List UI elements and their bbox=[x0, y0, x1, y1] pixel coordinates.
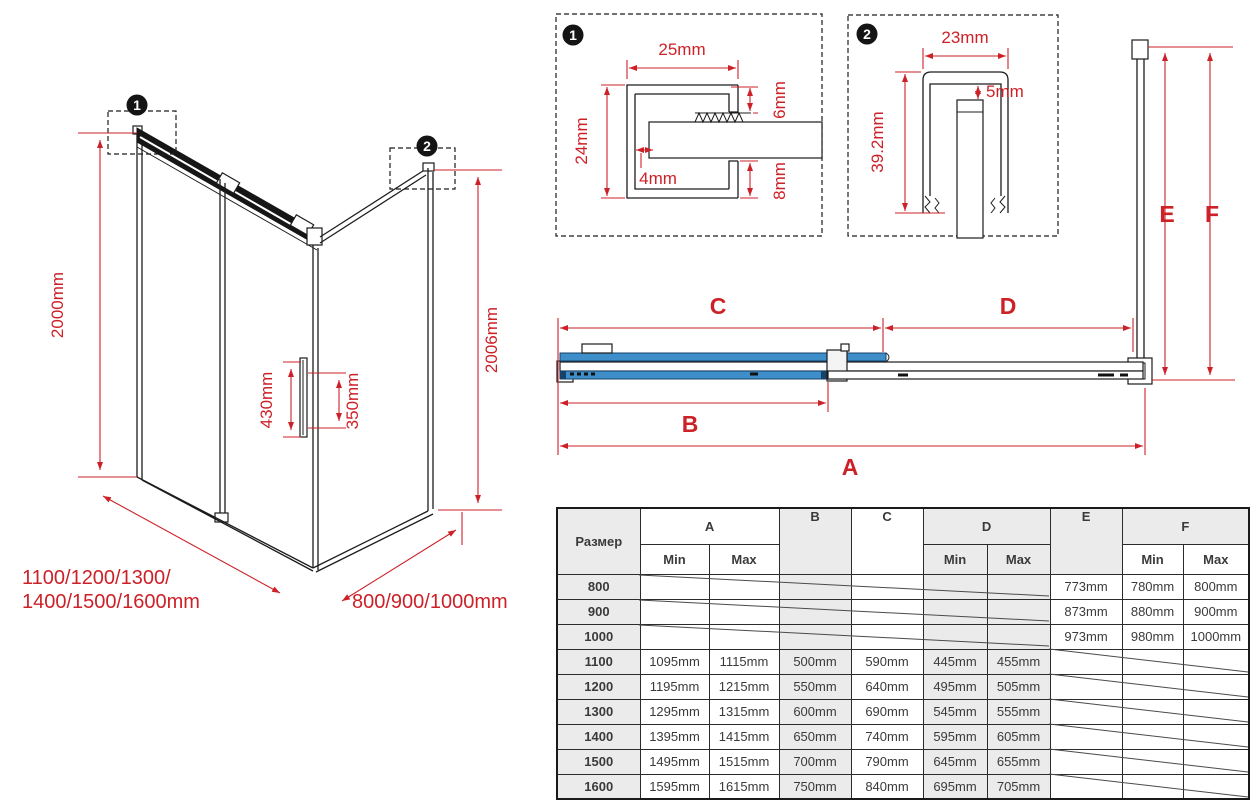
col-header-b: B bbox=[779, 508, 851, 574]
dim-b-label: B bbox=[681, 411, 699, 437]
dim-a-label: A bbox=[841, 454, 859, 480]
table-header-row-1 bbox=[557, 508, 1249, 544]
dim-350-label: 350mm bbox=[343, 372, 362, 430]
detail-1-gap-top-label: 6mm bbox=[770, 81, 789, 119]
table-row: 1400 1395mm 1415mm 650mm 740mm 595mm 605mm bbox=[557, 724, 1249, 749]
dim-f-label: F bbox=[1204, 201, 1220, 227]
dim-2006-label: 2006mm bbox=[482, 306, 501, 374]
col-header-d: D bbox=[923, 508, 1050, 544]
detail-1-height-label: 24mm bbox=[572, 117, 591, 165]
a-max-header: Max bbox=[709, 544, 779, 574]
table-row: 1500 1495mm 1515mm 700mm 790mm 645mm 655mm bbox=[557, 749, 1249, 774]
callout-1-number: 1 bbox=[133, 97, 141, 113]
sliding-glass-bottom bbox=[560, 371, 828, 379]
dim-430 bbox=[257, 362, 301, 437]
table-row: 900 873mm 880mm 900mm bbox=[557, 599, 1249, 624]
f-min-header: Min bbox=[1122, 544, 1183, 574]
detail-and-plan-view bbox=[545, 0, 1250, 500]
detail-2-number: 2 bbox=[863, 26, 871, 42]
col-header-f: F bbox=[1122, 508, 1249, 544]
detail-1-width-label: 25mm bbox=[658, 40, 706, 59]
dim-2006 bbox=[434, 170, 502, 510]
detail-1 bbox=[556, 14, 822, 236]
d-max-header: Max bbox=[987, 544, 1050, 574]
dim-2000 bbox=[48, 133, 137, 477]
detail-2-height-label: 39.2mm bbox=[868, 111, 887, 173]
dim-c-label: C bbox=[709, 293, 727, 319]
table-row: 1600 1595mm 1615mm 750mm 840mm 695mm 705mm bbox=[557, 774, 1249, 799]
callout-2-number: 2 bbox=[423, 138, 431, 154]
dim-depths-label: 800/900/1000mm bbox=[352, 591, 508, 613]
a-min-header: Min bbox=[640, 544, 709, 574]
side-panel-elevation bbox=[1128, 40, 1235, 384]
dim-350 bbox=[308, 373, 362, 430]
isometric-view bbox=[0, 0, 545, 680]
dim-2000-label: 2000mm bbox=[48, 271, 67, 339]
detail-1-gap-bottom-label: 8mm bbox=[770, 162, 789, 200]
detail-1-number: 1 bbox=[569, 27, 577, 43]
f-max-header: Max bbox=[1183, 544, 1249, 574]
dim-depths bbox=[342, 512, 508, 613]
dim-widths-line1: 1100/1200/1300/ bbox=[22, 567, 171, 589]
table-row: 1000 973mm 980mm 1000mm bbox=[557, 624, 1249, 649]
dim-d-label: D bbox=[999, 293, 1017, 319]
d-min-header: Min bbox=[923, 544, 987, 574]
door-handle bbox=[300, 358, 307, 437]
detail-2 bbox=[848, 15, 1058, 238]
dim-430-label: 430mm bbox=[257, 371, 276, 429]
dim-e-label: E bbox=[1159, 201, 1175, 227]
col-header-c: C bbox=[851, 508, 923, 574]
callout-2 bbox=[390, 136, 455, 190]
col-header-size: Размер bbox=[557, 508, 640, 574]
detail-2-gap-label: 5mm bbox=[986, 82, 1024, 101]
col-header-e: E bbox=[1050, 508, 1122, 574]
table-row: 800 773mm 780mm 800mm bbox=[557, 574, 1249, 599]
detail-2-width-label: 23mm bbox=[941, 28, 989, 47]
col-header-a: A bbox=[640, 508, 779, 544]
dim-widths bbox=[22, 496, 280, 613]
table-row: 1300 1295mm 1315mm 600mm 690mm 545mm 555mm bbox=[557, 699, 1249, 724]
size-table bbox=[556, 507, 1250, 800]
table-row: 1200 1195mm 1215mm 550mm 640mm 495mm 505mm bbox=[557, 674, 1249, 699]
detail-1-dims bbox=[572, 40, 789, 200]
dim-widths-line2: 1400/1500/1600mm bbox=[22, 591, 200, 613]
detail-1-web-label: 4mm bbox=[639, 169, 677, 188]
plan-section bbox=[557, 293, 1145, 480]
enclosure-frame bbox=[133, 126, 434, 572]
table-row: 1100 1095mm 1115mm 500mm 590mm 445mm 455mm bbox=[557, 649, 1249, 674]
